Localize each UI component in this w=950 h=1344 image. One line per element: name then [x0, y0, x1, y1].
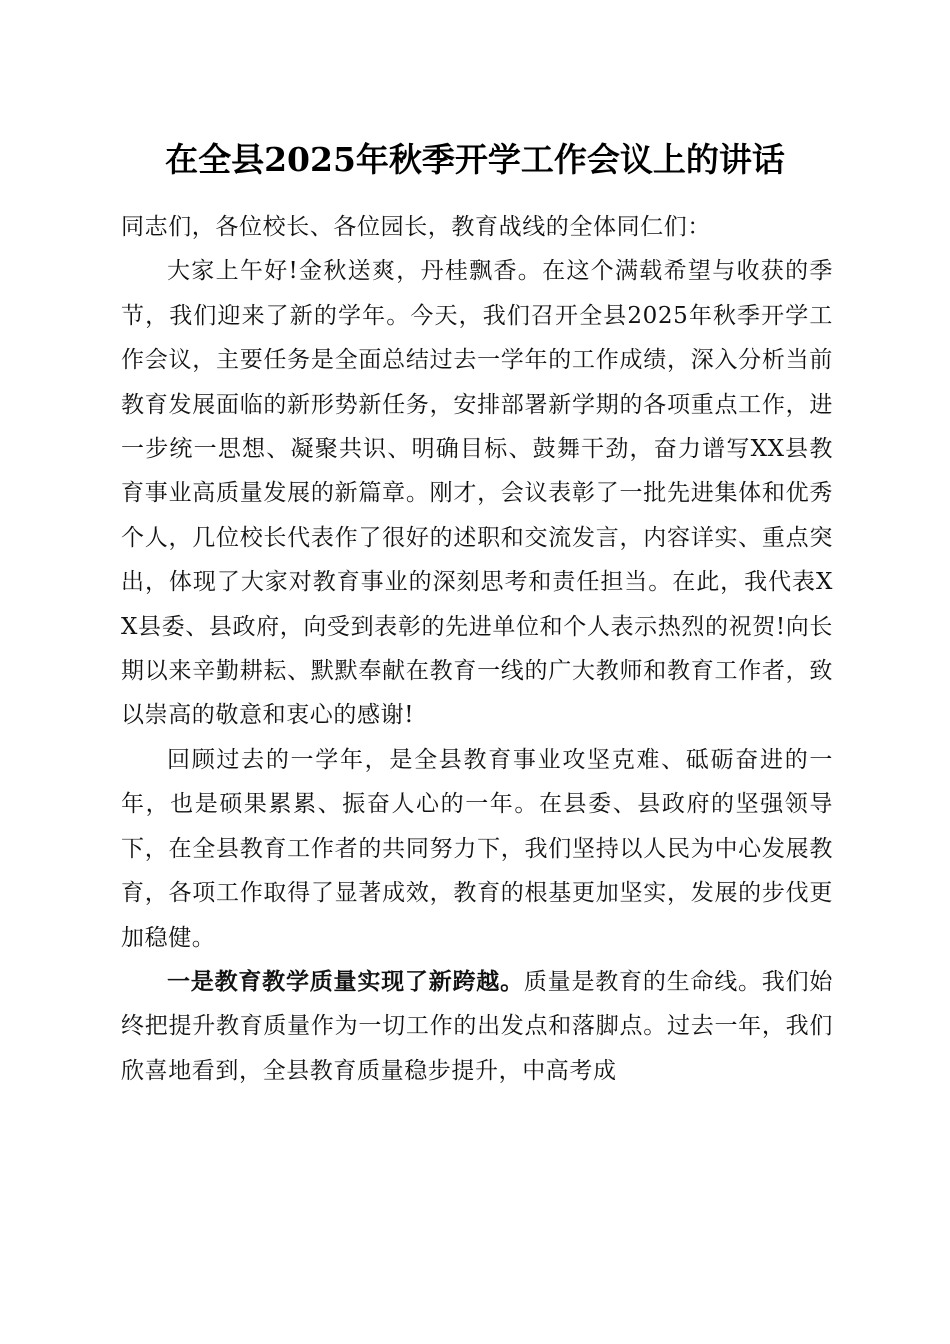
paragraph-opening: 大家上午好!金秋送爽，丹桂飘香。在这个满载希望与收获的季节，我们迎来了新的学年。今天，我们召开全县2025年秋季开学工作会议，主要任务是全面总结过去一学年的工作成绩，深入分析当前教育发展面临的新形势新任务，安排部署新学期的各项重点工作，进一步统一思想、凝聚共识、明确目标、鼓舞干劲，奋力谱写XX县教育事业高质量发展的新篇章。刚才，会议表彰了一批先进集体和优秀个人，几位校长代表作了很好的述职和交流发言，内容详实、重点突出，体现了大家对教育事业的深刻思考和责任担当。在此，我代表XX县委、县政府，向受到表彰的先进单位和个人表示热烈的祝贺!向长期以来辛勤耕耘、默默奉献在教育一线的广大教师和教育工作者，致以崇高的敬意和衷心的感谢! [121, 258, 833, 729]
paragraph-review: 回顾过去的一学年，是全县教育事业攻坚克难、砥砺奋进的一年，也是硕果累累、振奋人心的一年。在县委、县政府的坚强领导下，在全县教育工作者的共同努力下，我们坚持以人民为中心发展教育，各项工作取得了显著成效，教育的根基更加坚实，发展的步伐更加稳健。 [121, 746, 833, 951]
point-one-lead: 一是教育教学质量实现了新跨越。 [167, 967, 524, 995]
paragraph-point-one [121, 960, 833, 1093]
document-title: 在全县2025年秋季开学工作会议上的讲话 [165, 140, 785, 179]
salutation: 同志们，各位校长、各位园长，教育战线的全体同仁们： [121, 214, 711, 240]
document-body [121, 205, 833, 1093]
point-one-text: 质量是教育的生命线。我们始终把提升教育质量作为一切工作的出发点和落脚点。过去一年，我们欣喜地看到，全县教育质量稳步提升，中高考成 [121, 968, 833, 1084]
